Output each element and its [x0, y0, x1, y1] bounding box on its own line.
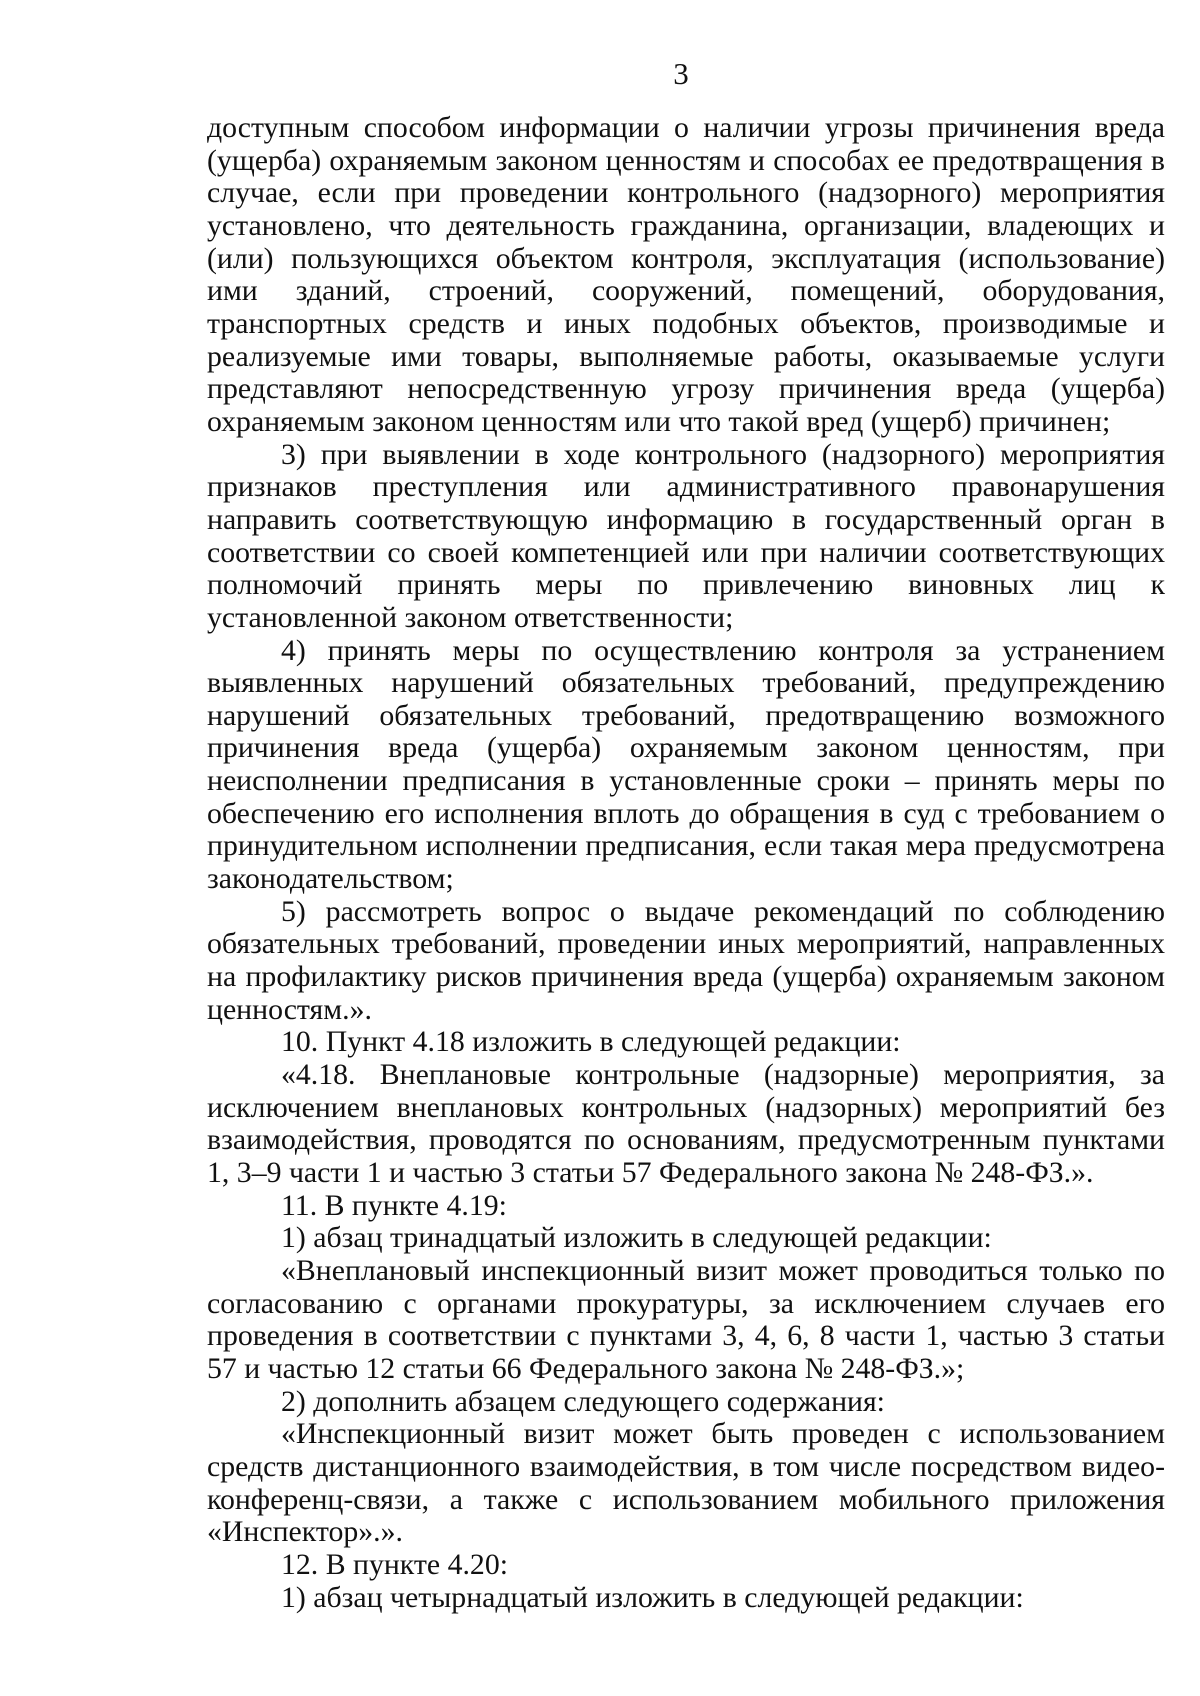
- paragraph: «Инспекционный визит может быть проведен с использованием средств дистанционного взаимодействия, в том числе посредством видео-конференц-связи, а также с использованием мобильного приложения «Инспектор».».: [207, 1417, 1165, 1549]
- paragraph: 12. В пункте 4.20:: [281, 1547, 509, 1581]
- document-body: [207, 112, 1165, 1614]
- paragraph: 2) дополнить абзацем следующего содержания:: [281, 1384, 885, 1418]
- paragraph: 10. Пункт 4.18 изложить в следующей редакции:: [281, 1025, 901, 1059]
- paragraph: «Внеплановый инспекционный визит может проводиться только по согласованию с органами прокуратуры, за исключением случаев его проведения в соответствии с пунктами 3, 4, 6, 8 части 1, частью 3 статьи 57 и частью 12 статьи 66 Федерального закона № 248-ФЗ.»;: [207, 1253, 1165, 1385]
- page-number: 3: [673, 56, 689, 91]
- paragraph: «4.18. Внеплановые контрольные (надзорные) мероприятия, за исключением внеплановых контрольных (надзорных) мероприятий без взаимодействия, проводятся по основаниям, предусмотренным пунктами 1, 3–9 части 1 и частью 3 статьи 57 Федерального закона № 248-ФЗ.».: [207, 1058, 1165, 1189]
- paragraph: 5) рассмотреть вопрос о выдаче рекомендаций по соблюдению обязательных требований, проведении иных мероприятий, направленных на профилактику рисков причинения вреда (ущерба) охраняемым законом ценностям.».: [207, 894, 1165, 1026]
- paragraph: 3) при выявлении в ходе контрольного (надзорного) мероприятия признаков преступления или административного правонарушения направить соответствующую информацию в государственный орган в соответствии со своей компетенцией или при наличии соответствующих полномочий принять меры по привлечению виновных лиц к установленной законом ответственности;: [207, 437, 1165, 634]
- paragraph: 1) абзац тринадцатый изложить в следующей редакции:: [281, 1221, 992, 1255]
- paragraph: 4) принять меры по осуществлению контроля за устранением выявленных нарушений обязательных требований, предупреждению нарушений обязательных требований, предотвращению возможного причинения вреда (ущерба) охраняемым законом ценностям, при неисполнении предписания в установленные сроки – принять меры по обеспечению его исполнения вплоть до обращения в суд с требованием о принудительном исполнении предписания, если такая мера предусмотрена законодательством;: [207, 633, 1165, 896]
- paragraph: 11. В пункте 4.19:: [281, 1188, 507, 1222]
- paragraph: доступным способом информации о наличии угрозы причинения вреда (ущерба) охраняемым законом ценностям и способах ее предотвращения в случае, если при проведении контрольного (надзорного) мероприятия установлено, что деятельность гражданина, организации, владеющих и (или) пользующихся объектом контроля, эксплуатация (использование) ими зданий, строений, сооружений, помещений, оборудования, транспортных средств и иных подобных объектов, производимые и реализуемые ими товары, выполняемые работы, оказываемые услуги представляют непосредственную угрозу причинения вреда (ущерба) охраняемым законом ценностям или что такой вред (ущерб) причинен;: [207, 111, 1165, 438]
- paragraph: 1) абзац четырнадцатый изложить в следующей редакции:: [281, 1580, 1024, 1614]
